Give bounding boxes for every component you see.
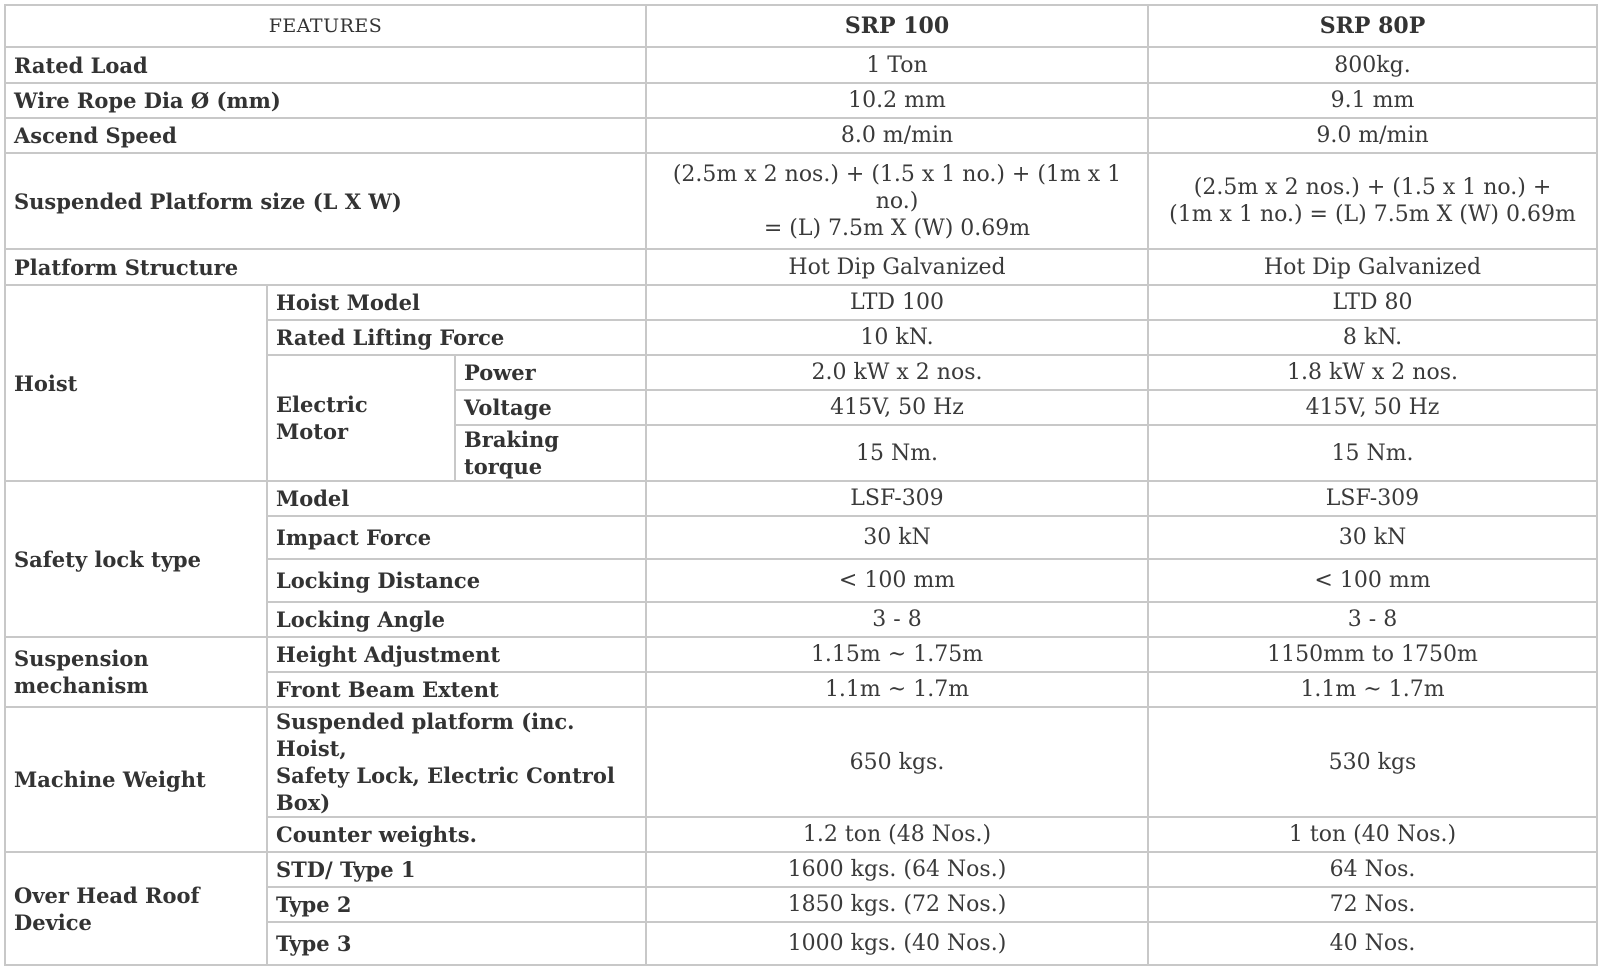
value-srp100: 10.2 mm (646, 83, 1148, 118)
value-srp100: LSF-309 (646, 481, 1148, 516)
table-row (5, 852, 1597, 887)
row-label: Power (455, 355, 646, 390)
row-label: Wire Rope Dia Ø (mm) (5, 83, 646, 118)
table-row (5, 47, 1597, 83)
value-srp80p: 415V, 50 Hz (1148, 390, 1597, 425)
value-srp100: 1600 kgs. (64 Nos.) (646, 852, 1148, 887)
value-srp80p: 72 Nos. (1148, 887, 1597, 922)
row-label: Rated Lifting Force (267, 320, 646, 355)
row-label: Height Adjustment (267, 637, 646, 672)
value-srp80p (1148, 153, 1597, 249)
value-srp100: 1.15m ~ 1.75m (646, 637, 1148, 672)
header-features: FEATURES (5, 5, 646, 47)
group-label-hoist: Hoist (5, 285, 267, 481)
row-label: Model (267, 481, 646, 516)
row-label: Locking Distance (267, 559, 646, 602)
value-srp80p: 1.8 kW x 2 nos. (1148, 355, 1597, 390)
value-srp100: 1000 kgs. (40 Nos.) (646, 922, 1148, 965)
table-row (5, 153, 1597, 249)
row-label: Rated Load (5, 47, 646, 83)
table-row (5, 481, 1597, 516)
value-line: (2.5m x 2 nos.) + (1.5 x 1 no.) + (1m x 1 no.) (672, 161, 1122, 214)
header-model-srp80p: SRP 80P (1148, 5, 1597, 47)
value-srp80p: 9.1 mm (1148, 83, 1597, 118)
group-label-roof-device: Over Head Roof Device (5, 852, 267, 965)
row-label: Voltage (455, 390, 646, 425)
row-label: Suspended Platform size (L X W) (5, 153, 646, 249)
value-srp100: 1.2 ton (48 Nos.) (646, 817, 1148, 852)
row-label: Ascend Speed (5, 118, 646, 153)
subgroup-label-electric-motor: Electric Motor (267, 355, 455, 481)
value-srp100: < 100 mm (646, 559, 1148, 602)
value-srp100: 30 kN (646, 516, 1148, 559)
value-srp80p: < 100 mm (1148, 559, 1597, 602)
table-row (5, 707, 1597, 817)
value-line: (2.5m x 2 nos.) + (1.5 x 1 no.) + (1193, 175, 1552, 200)
table-row (5, 83, 1597, 118)
value-srp80p: LSF-309 (1148, 481, 1597, 516)
value-srp100: 650 kgs. (646, 707, 1148, 817)
label-line: Suspended platform (inc. Hoist, (276, 709, 575, 761)
group-label-machine-weight: Machine Weight (5, 707, 267, 852)
header-row (5, 5, 1597, 47)
value-srp100: 8.0 m/min (646, 118, 1148, 153)
value-srp100: LTD 100 (646, 285, 1148, 320)
label-line: Safety Lock, Electric Control Box) (276, 763, 615, 815)
value-srp80p: 40 Nos. (1148, 922, 1597, 965)
value-srp100: 1850 kgs. (72 Nos.) (646, 887, 1148, 922)
table-row (5, 118, 1597, 153)
value-srp80p: 1.1m ~ 1.7m (1148, 672, 1597, 707)
value-srp100: 2.0 kW x 2 nos. (646, 355, 1148, 390)
row-label: Counter weights. (267, 817, 646, 852)
row-label (267, 707, 646, 817)
value-srp80p: 800kg. (1148, 47, 1597, 83)
row-label: Platform Structure (5, 249, 646, 285)
row-label: Type 3 (267, 922, 646, 965)
value-srp100 (646, 153, 1148, 249)
value-srp80p: 9.0 m/min (1148, 118, 1597, 153)
value-srp80p: Hot Dip Galvanized (1148, 249, 1597, 285)
value-srp100: Hot Dip Galvanized (646, 249, 1148, 285)
value-srp100: 1 Ton (646, 47, 1148, 83)
value-srp100: 1.1m ~ 1.7m (646, 672, 1148, 707)
group-label-suspension: Suspension mechanism (5, 637, 267, 707)
row-label: Impact Force (267, 516, 646, 559)
row-label: Type 2 (267, 887, 646, 922)
row-label: Braking torque (455, 425, 646, 481)
value-srp80p: 64 Nos. (1148, 852, 1597, 887)
row-label: Locking Angle (267, 602, 646, 637)
value-srp80p: 8 kN. (1148, 320, 1597, 355)
value-srp100: 415V, 50 Hz (646, 390, 1148, 425)
table-row (5, 637, 1597, 672)
value-line: (1m x 1 no.) = (L) 7.5m X (W) 0.69m (1169, 202, 1576, 227)
value-srp100: 15 Nm. (646, 425, 1148, 481)
value-srp100: 3 - 8 (646, 602, 1148, 637)
header-model-srp100: SRP 100 (646, 5, 1148, 47)
value-srp80p: 1 ton (40 Nos.) (1148, 817, 1597, 852)
row-label: Hoist Model (267, 285, 646, 320)
value-srp80p: 15 Nm. (1148, 425, 1597, 481)
row-label: STD/ Type 1 (267, 852, 646, 887)
row-label: Front Beam Extent (267, 672, 646, 707)
value-srp100: 10 kN. (646, 320, 1148, 355)
spec-table (4, 4, 1598, 966)
table-row (5, 249, 1597, 285)
value-srp80p: LTD 80 (1148, 285, 1597, 320)
value-line: = (L) 7.5m X (W) 0.69m (763, 215, 1031, 241)
value-srp80p: 30 kN (1148, 516, 1597, 559)
value-srp80p: 530 kgs (1148, 707, 1597, 817)
table-row (5, 285, 1597, 320)
group-label-safety-lock: Safety lock type (5, 481, 267, 637)
value-srp80p: 3 - 8 (1148, 602, 1597, 637)
value-srp80p: 1150mm to 1750m (1148, 637, 1597, 672)
